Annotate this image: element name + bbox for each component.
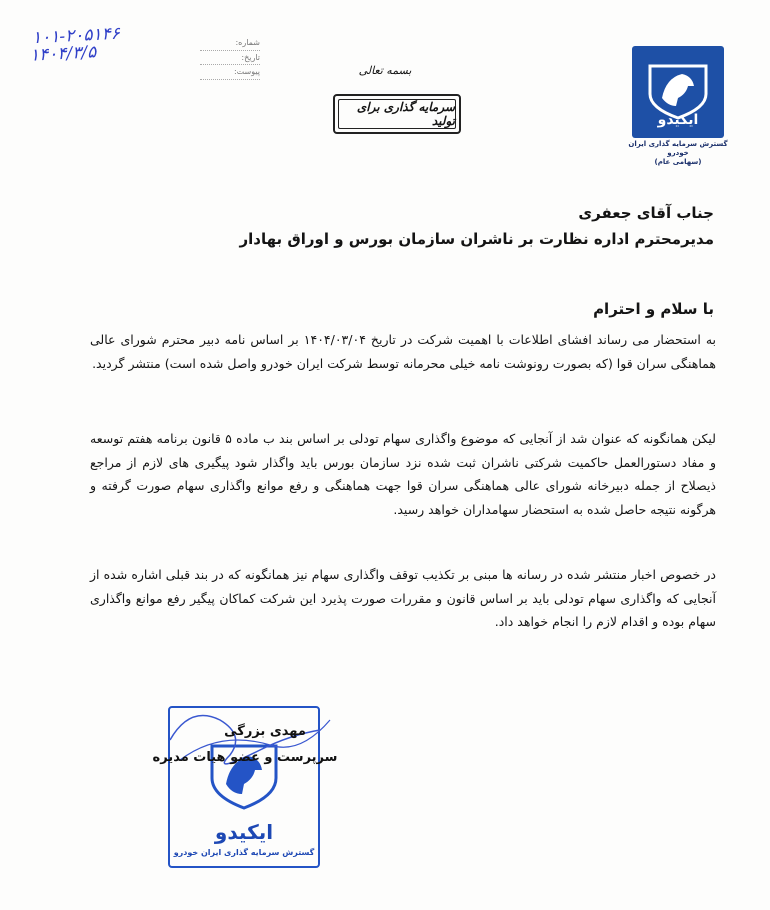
handwritten-letter-date: ۱۴۰۴/۳/۵ (29, 42, 97, 66)
logo-caption-line2: (سهامی عام) (654, 158, 702, 166)
letter-meta-labels (200, 36, 260, 80)
basmala-heading: بسمه تعالی (358, 64, 412, 77)
signer-name: مهدی بزرگی (224, 724, 306, 739)
body-paragraph-3: در خصوص اخبار منتشر شده در رسانه ها مبنی بر تکذیب توقف واگذاری سهام نیز همانگونه که در بند قبلی اشاره شده از آنجایی که واگذاری سهام تودلی باید بر اساس قانون و مقررات صورت پذیرد این شرکت کماکان پیگیر رفع موانع واگذاری سهام بوده و اقدام لازم را انجام خواهد داد. (90, 567, 716, 629)
handwritten-letter-number: ۱۰۱-۲۰۵۱۴۶ (31, 23, 121, 49)
number-label: شماره: (200, 36, 260, 51)
body-paragraph-2: لیکن همانگونه که عنوان شد از آنجایی که موضوع واگذاری سهام تودلی بر اساس بند ب ماده ۵ قانون برنامه هفتم توسعه و مفاد دستورالعمل حاکمیت شرکتی ناشران ثبت شده نزد سازمان بورس باید واگذار شود پیگیری های لازم از مراجع ذیصلاح از جمله دبیرخانه شورای عالی هماهنگی سران قوا جهت هماهنگی و رفع موانع واگذاری سهام صورت گرفته و هرگونه نتیجه حاصل شده به استحضار سهامداران خواهد رسید. (90, 431, 716, 517)
motto-frame (333, 94, 461, 134)
logo-emblem (632, 46, 724, 138)
date-label: تاریخ: (200, 51, 260, 66)
logo-caption-line1: گسترش سرمایه گذاری ایران خودرو (628, 140, 728, 157)
addressee-name: جناب آقای جعفری (578, 204, 714, 222)
attachment-label: پیوست: (200, 65, 260, 80)
motto-text: سرمایه گذاری برای تولید (338, 99, 456, 129)
stamp-caption: گسترش سرمایه گذاری ایران خودرو (173, 848, 315, 857)
logo-caption (626, 140, 730, 167)
handwritten-signature (150, 700, 350, 790)
addressee-title: مدیرمحترم اداره نظارت بر ناشران سازمان بورس و اوراق بهادار (239, 230, 714, 248)
stamp-brand-text: ایکیدو (214, 820, 274, 844)
logo-brand-text: ایکیدو (657, 112, 699, 128)
greeting: با سلام و احترام (593, 300, 714, 318)
company-logo (628, 46, 728, 166)
body-paragraph-1: به استحضار می رساند افشای اطلاعات با اهمیت شرکت در تاریخ ۱۴۰۴/۰۳/۰۴ بر اساس نامه دبیر محترم شورای عالی هماهنگی سران قوا (که بصورت رونوشت نامه خیلی محرمانه توسط شرکت ایران خودرو واصل شده است) منتشر گردید. (90, 332, 716, 371)
signer-title: سرپرست و عضو هیات مدیره (152, 750, 338, 765)
